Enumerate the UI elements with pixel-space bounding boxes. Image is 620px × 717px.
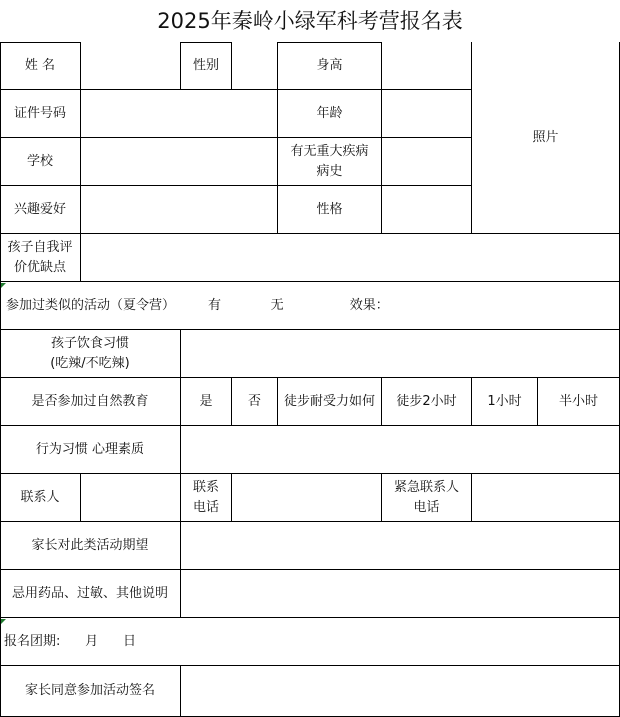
hobbies-label: 兴趣爱好 [0,186,81,234]
emergency-phone-label: 紧急联系人 电话 [382,474,472,522]
name-label: 姓 名 [0,42,81,90]
contact-phone-field[interactable] [232,474,382,522]
photo-label: 照片 [532,129,559,145]
age-field[interactable] [382,90,472,138]
emergency-phone-field[interactable] [472,474,620,522]
medication-field[interactable] [181,570,620,618]
personality-label: 性格 [278,186,382,234]
registration-date-row[interactable]: 报名团期: 月 日 [0,618,620,666]
cell-marker [1,619,6,624]
height-field[interactable] [382,42,472,90]
contact-phone-label: 联系 电话 [181,474,232,522]
diet-field[interactable] [181,330,620,378]
major-illness-field[interactable] [382,138,472,186]
personality-field[interactable] [382,186,472,234]
yes-option[interactable]: 是 [181,378,232,426]
form-title: 2025年秦岭小绿军科考营报名表 [157,9,463,33]
name-field[interactable] [81,42,181,90]
registration-table [0,42,620,717]
photo-box[interactable] [472,42,620,234]
self-evaluation-field[interactable] [81,234,620,282]
walk-1h-option[interactable]: 1小时 [472,378,538,426]
contact-field[interactable] [81,474,181,522]
behavior-field[interactable] [181,426,620,474]
walk-2h-option[interactable]: 徒步2小时 [382,378,472,426]
walk-half-hour-option[interactable]: 半小时 [538,378,620,426]
parent-expectation-field[interactable] [181,522,620,570]
no-option[interactable]: 否 [232,378,278,426]
parent-signature-field[interactable] [181,666,620,717]
height-label: 身高 [278,42,382,90]
endurance-label: 徒步耐受力如何 [278,378,382,426]
past-activities-row[interactable]: 参加过类似的活动（夏令营） 有 无 效果： [0,282,620,330]
age-label: 年龄 [278,90,382,138]
id-number-label: 证件号码 [0,90,81,138]
major-illness-label: 有无重大疾病病史 [278,138,382,186]
gender-label: 性别 [181,42,232,90]
hobbies-field[interactable] [81,186,278,234]
cell-marker [1,283,6,288]
diet-label: 孩子饮食习惯 (吃辣/不吃辣) [0,330,181,378]
self-evaluation-label: 孩子自我评价优缺点 [0,234,81,282]
nature-education-label: 是否参加过自然教育 [0,378,181,426]
behavior-label: 行为习惯 心理素质 [0,426,181,474]
contact-label: 联系人 [0,474,81,522]
medication-label: 忌用药品、过敏、其他说明 [0,570,181,618]
parent-signature-label: 家长同意参加活动签名 [0,666,181,717]
parent-expectation-label: 家长对此类活动期望 [0,522,181,570]
school-label: 学校 [0,138,81,186]
gender-field[interactable] [232,42,278,90]
school-field[interactable] [81,138,278,186]
id-number-field[interactable] [81,90,278,138]
